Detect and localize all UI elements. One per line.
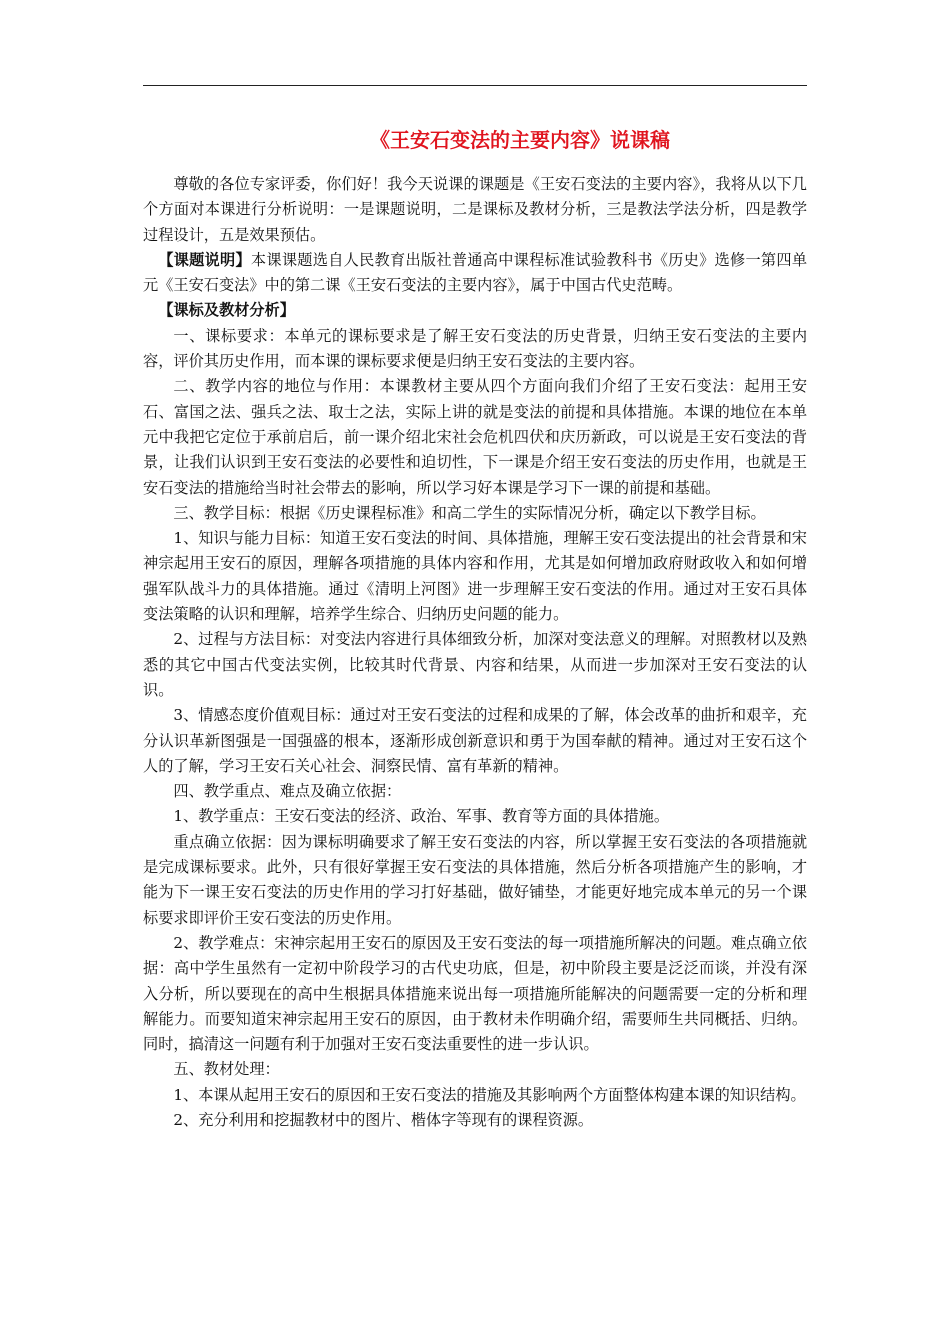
header-rule xyxy=(143,85,807,86)
paragraph: 五、教材处理： xyxy=(173,1060,280,1079)
paragraph: 二、教学内容的地位与作用：本课教材主要从四个方面向我们介绍了王安石变法：起用王安石、富国之法、强兵之法、取士之法，实际上讲的就是变法的前提和具体措施。本课的地位在本单元中我把它定位于承前启后，前一课介绍北宋社会危机四伏和庆历新政，可以说是王安石变法的背景，让我们认识到王安石变法的必要性和迫切性，下一课是介绍王安石变法的历史作用，也就是王安石变法的措施给当时社会带去的影响，所以学习好本课是学习下一课的前提和基础。 xyxy=(143,377,807,497)
section-label: 【课题说明】 xyxy=(158,250,251,269)
paragraph: 2、充分利用和挖掘教材中的图片、楷体字等现有的课程资源。 xyxy=(173,1110,594,1129)
paragraph: 四、教学重点、难点及确立依据： xyxy=(173,782,402,801)
document-title: 《王安石变法的主要内容》说课稿 xyxy=(370,128,670,152)
paragraph: 1、教学重点：王安石变法的经济、政治、军事、教育等方面的具体措施。 xyxy=(173,807,670,826)
paragraph: 1、知识与能力目标：知道王安石变法的时间、具体措施，理解王安石变法提出的社会背景和宋神宗起用王安石的原因，理解各项措施的具体内容和作用，尤其是如何增加政府财政收入和如何增强军队战斗力的具体措施。通过《清明上河图》进一步理解王安石变法的作用。通过对王安石具体变法策略的认识和理解，培养学生综合、归纳历史问题的能力。 xyxy=(143,529,807,624)
paragraph: 【课题说明】本课课题选自人民教育出版社普通高中课程标准试验教科书《历史》选修一第四单元《王安石变法》中的第二课《王安石变法的主要内容》，属于中国古代史范畴。 xyxy=(143,250,808,295)
paragraph: 3、情感态度价值观目标：通过对王安石变法的过程和成果的了解，体会改革的曲折和艰辛，充分认识革新图强是一国强盛的根本，逐渐形成创新意识和勇于为国奉献的精神。通过对王安石这个人的了解，学习王安石关心社会、洞察民情、富有革新的精神。 xyxy=(143,706,807,775)
paragraph: 2、过程与方法目标：对变法内容进行具体细致分析，加深对变法意义的理解。对照教材以及熟悉的其它中国古代变法实例，比较其时代背景、内容和结果，从而进一步加深对王安石变法的认识。 xyxy=(143,630,807,699)
paragraph: 三、教学目标：根据《历史课程标准》和高二学生的实际情况分析，确定以下教学目标。 xyxy=(173,503,766,522)
paragraph: 2、教学难点：宋神宗起用王安石的原因及王安石变法的每一项措施所解决的问题。难点确立依据：高中学生虽然有一定初中阶段学习的古代史功底，但是，初中阶段主要是泛泛而谈，并没有深入分析，所以要现在的高中生根据具体措施来说出每一项措施所能解决的问题需要一定的分析和理解能力。而要知道宋神宗起用王安石的原因，由于教材未作明确介绍，需要师生共同概括、归纳。同时，搞清这一问题有利于加强对王安石变法重要性的进一步认识。 xyxy=(143,933,807,1054)
document-body xyxy=(143,172,807,1133)
paragraph: 重点确立依据：因为课标明确要求了解王安石变法的内容，所以掌握王安石变法的各项措施就是完成课标要求。此外，只有很好掌握王安石变法的具体措施，然后分析各项措施产生的影响，才能为下一课王安石变法的历史作用的学习打好基础，做好铺垫，才能更好地完成本单元的另一个课标要求即评价王安石变法的历史作用。 xyxy=(143,832,807,927)
section-heading xyxy=(143,298,807,323)
paragraph: 尊敬的各位专家评委，你们好！我今天说课的课题是《王安石变法的主要内容》，我将从以下几个方面对本课进行分析说明：一是课题说明，二是课标及教材分析，三是教法学法分析，四是教学过程设计，五是效果预估。 xyxy=(143,175,807,244)
section-label: 【课标及教材分析】 xyxy=(158,301,295,320)
paragraph: 1、本课从起用王安石的原因和王安石变法的措施及其影响两个方面整体构建本课的知识结构。 xyxy=(173,1085,806,1104)
paragraph: 一、课标要求：本单元的课标要求是了解王安石变法的历史背景，归纳王安石变法的主要内容，评价其历史作用，而本课的课标要求便是归纳王安石变法的主要内容。 xyxy=(143,326,807,371)
